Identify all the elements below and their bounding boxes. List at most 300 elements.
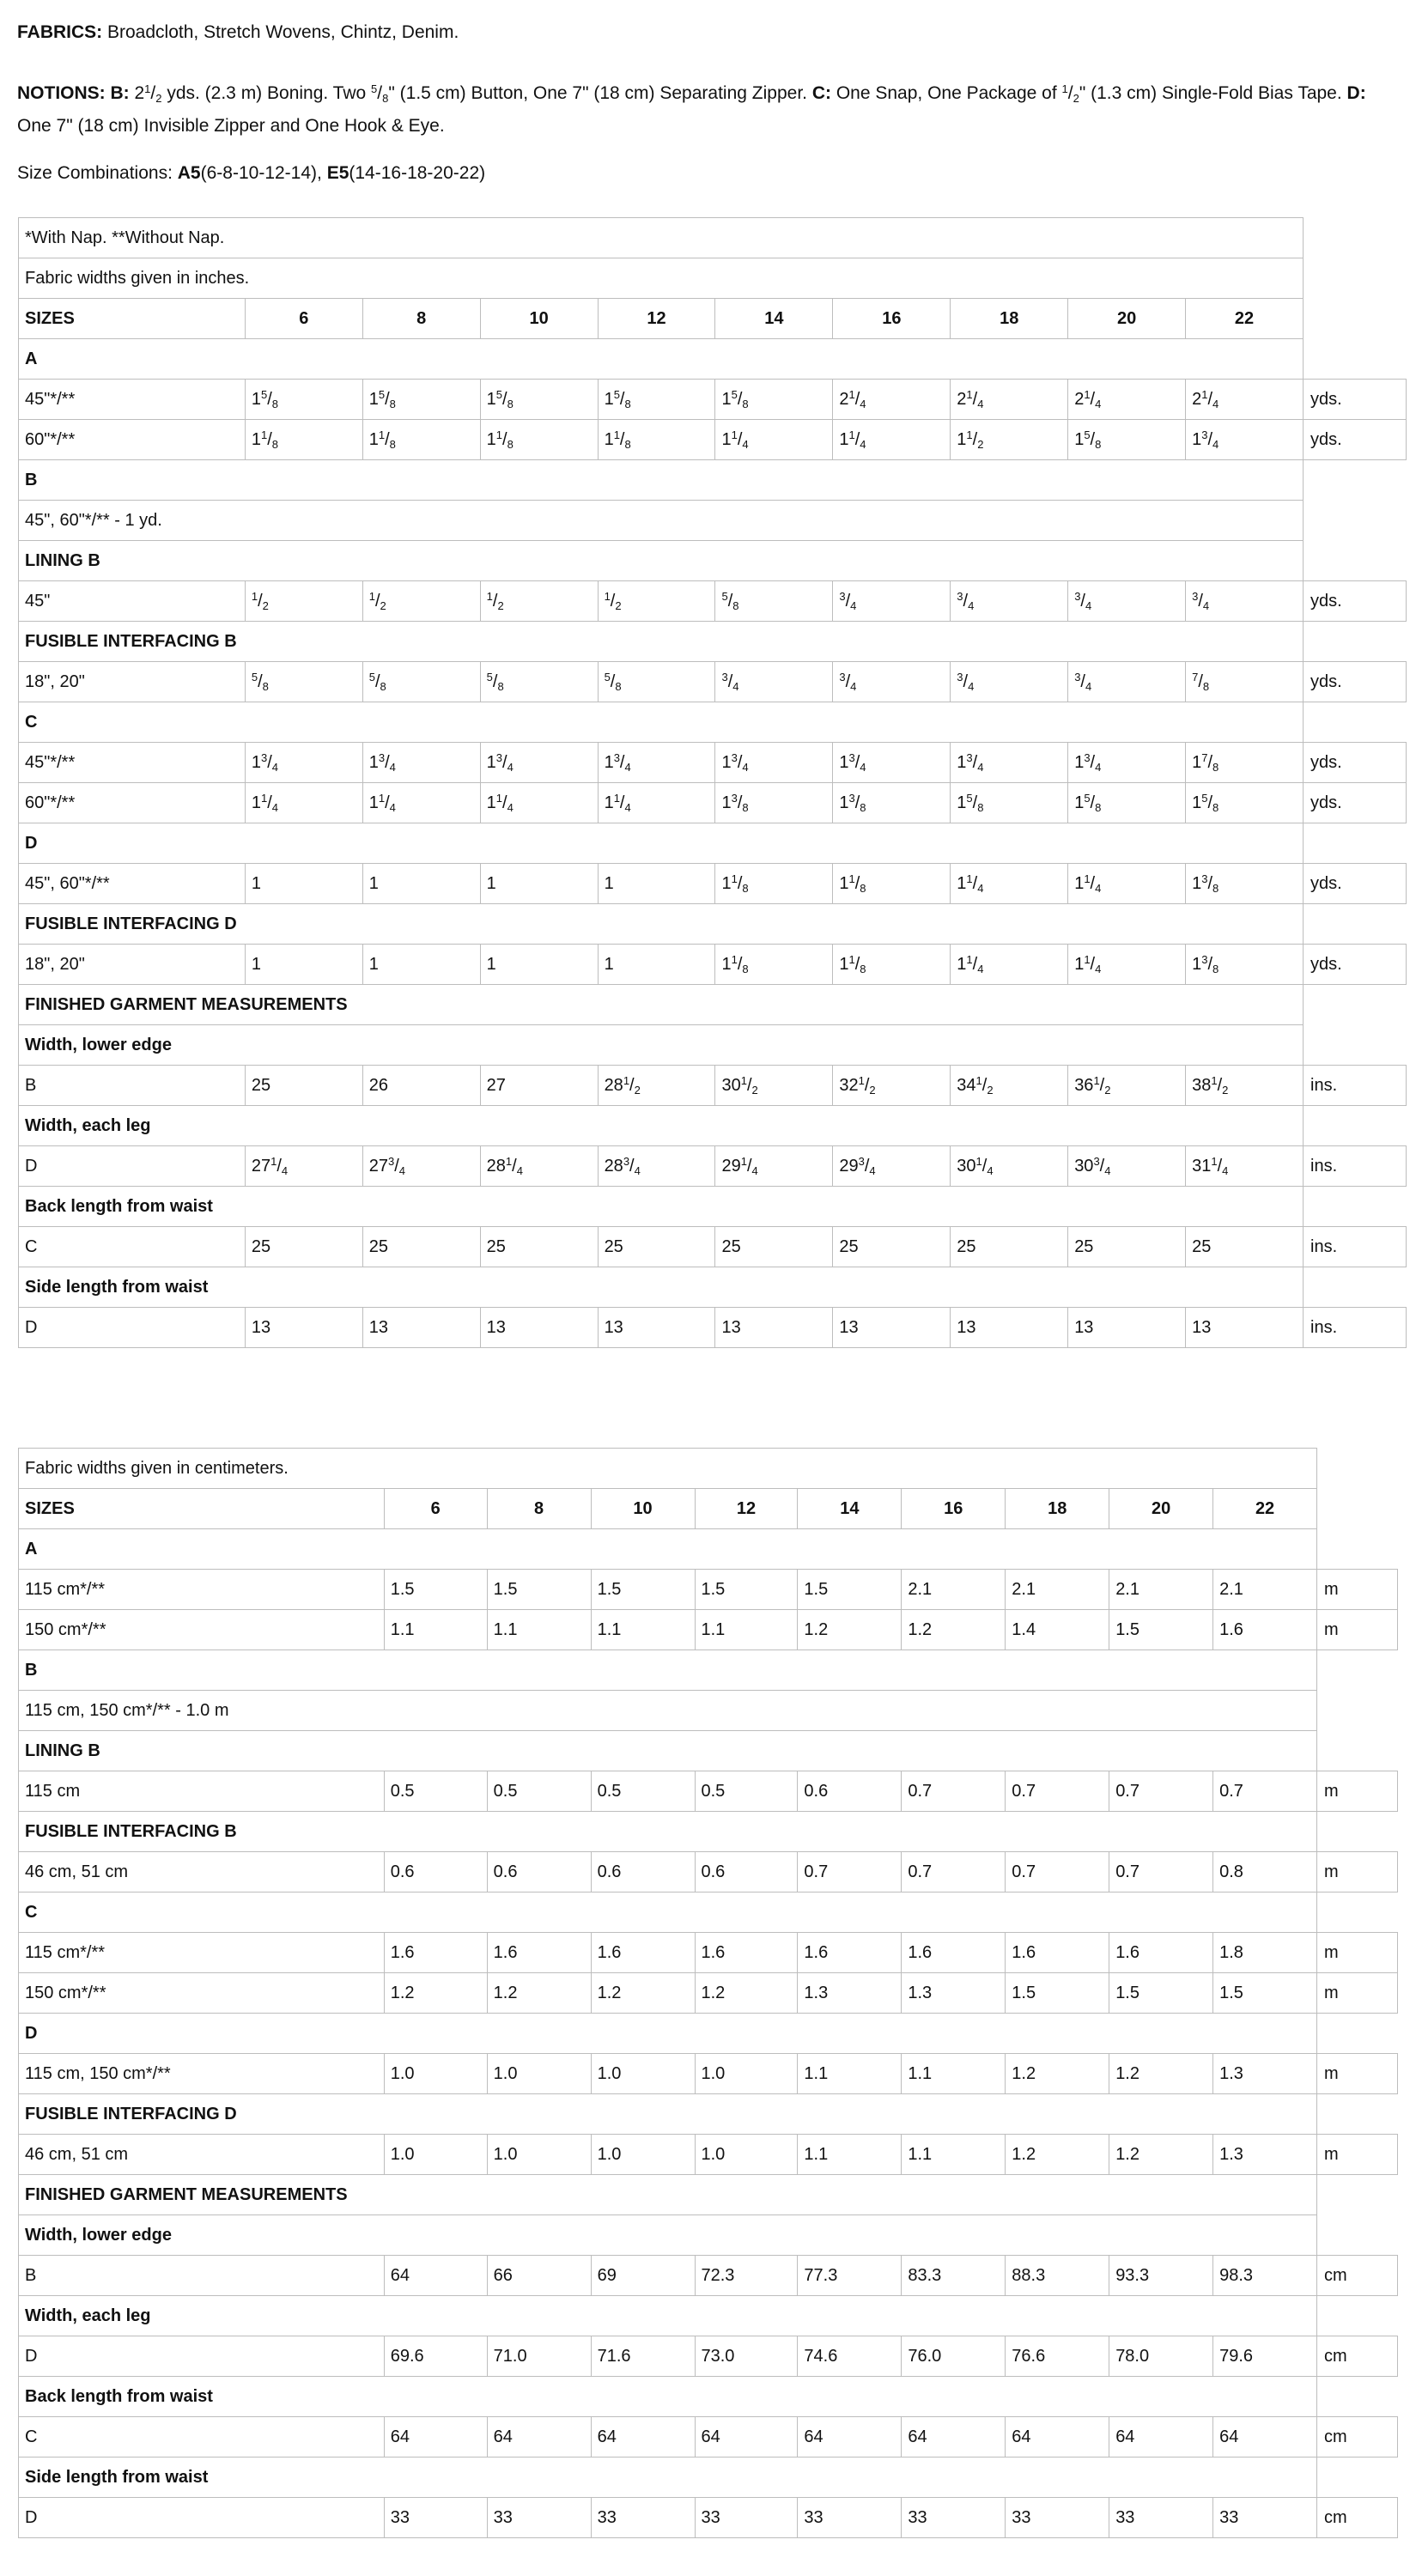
unit-cell: cm [1317, 2498, 1398, 2538]
value-cell: $1^1/_4$ [1068, 864, 1186, 904]
size-header-cell: 10 [480, 299, 598, 339]
value-cell: $1^3/_4$ [362, 743, 480, 783]
value-cell: $30^1/_2$ [715, 1066, 833, 1106]
value-cell: $1^1/_8$ [480, 420, 598, 460]
section-row [19, 2175, 1398, 2215]
section-row [19, 541, 1407, 581]
value-cell: 76.6 [1006, 2336, 1109, 2377]
value-cell: 98.3 [1213, 2256, 1317, 2296]
value-cell: 1.0 [695, 2054, 798, 2094]
value-cell: 1.2 [1109, 2135, 1213, 2175]
unit-cell: yds. [1304, 420, 1407, 460]
value-cell: $1^1/_4$ [362, 783, 480, 823]
table-row [19, 2417, 1398, 2458]
value-cell: 33 [1213, 2498, 1317, 2538]
section-row [19, 1529, 1398, 1570]
value-cell: 73.0 [695, 2336, 798, 2377]
value-cell: 13 [480, 1308, 598, 1348]
value-cell: $1^1/_8$ [715, 945, 833, 985]
value-cell: 13 [245, 1308, 362, 1348]
row-label: 150 cm*/** [19, 1610, 385, 1650]
value-cell: $^5/_8$ [245, 662, 362, 702]
note-row [19, 501, 1407, 541]
value-cell: $^3/_4$ [951, 662, 1068, 702]
value-cell: $29^3/_4$ [833, 1146, 951, 1187]
unit-cell: yds. [1304, 783, 1407, 823]
value-cell: 0.5 [487, 1771, 591, 1812]
value-cell: $1^1/_4$ [951, 945, 1068, 985]
table-row [19, 1227, 1407, 1267]
section-row [19, 823, 1407, 864]
value-cell: 1.0 [591, 2135, 695, 2175]
table-row [19, 1308, 1407, 1348]
unit-cell: m [1317, 1852, 1398, 1893]
value-cell: 27 [480, 1066, 598, 1106]
value-cell: 77.3 [798, 2256, 902, 2296]
table-row [19, 2498, 1398, 2538]
value-cell: 1.3 [1213, 2135, 1317, 2175]
section-heading: B [19, 1650, 1317, 1691]
row-label: 115 cm [19, 1771, 385, 1812]
row-label: 46 cm, 51 cm [19, 2135, 385, 2175]
value-cell: 64 [1006, 2417, 1109, 2458]
size-header-cell: 20 [1068, 299, 1186, 339]
value-cell: $2^1/_4$ [1186, 380, 1304, 420]
row-label: D [19, 1146, 246, 1187]
table-row [19, 420, 1407, 460]
value-cell: 71.0 [487, 2336, 591, 2377]
row-label: B [19, 1066, 246, 1106]
section-row [19, 1025, 1407, 1066]
value-cell: 64 [695, 2417, 798, 2458]
value-cell: 1.2 [1006, 2135, 1109, 2175]
section-row [19, 904, 1407, 945]
section-row [19, 1187, 1407, 1227]
value-cell: 1.6 [384, 1933, 487, 1973]
value-cell: $1^1/_8$ [833, 945, 951, 985]
size-header-cell: 12 [598, 299, 715, 339]
value-cell: 13 [715, 1308, 833, 1348]
section-heading: LINING B [19, 541, 1304, 581]
note-text: Fabric widths given in inches. [19, 258, 1304, 299]
unit-cell: m [1317, 2054, 1398, 2094]
value-cell: 1 [598, 864, 715, 904]
value-cell: 33 [695, 2498, 798, 2538]
section-row [19, 702, 1407, 743]
value-cell: 1.6 [1006, 1933, 1109, 1973]
value-cell: $2^1/_4$ [951, 380, 1068, 420]
value-cell: 25 [598, 1227, 715, 1267]
value-cell: $1^1/_8$ [833, 864, 951, 904]
value-cell: 74.6 [798, 2336, 902, 2377]
value-cell: 0.6 [695, 1852, 798, 1893]
value-cell: 26 [362, 1066, 480, 1106]
section-row [19, 622, 1407, 662]
value-cell: 83.3 [902, 2256, 1006, 2296]
value-cell: 2.1 [1213, 1570, 1317, 1610]
table-row [19, 1852, 1398, 1893]
value-cell: 1.5 [798, 1570, 902, 1610]
value-cell: $27^1/_4$ [245, 1146, 362, 1187]
section-heading: Back length from waist [19, 1187, 1304, 1227]
value-cell: $1^1/_4$ [1068, 945, 1186, 985]
note-text: Fabric widths given in centimeters. [19, 1449, 1317, 1489]
value-cell: $30^3/_4$ [1068, 1146, 1186, 1187]
value-cell: 0.5 [591, 1771, 695, 1812]
value-cell: 1.8 [1213, 1933, 1317, 1973]
value-cell: 2.1 [1109, 1570, 1213, 1610]
value-cell: $1^3/_8$ [1186, 945, 1304, 985]
table-row [19, 2256, 1398, 2296]
section-row [19, 1106, 1407, 1146]
value-cell: $1^1/_4$ [951, 864, 1068, 904]
row-label: D [19, 2336, 385, 2377]
unit-cell: ins. [1304, 1146, 1407, 1187]
value-cell: 1.6 [902, 1933, 1006, 1973]
value-cell: $^1/_2$ [245, 581, 362, 622]
unit-cell: m [1317, 1933, 1398, 1973]
row-label: 115 cm*/** [19, 1570, 385, 1610]
row-label: C [19, 1227, 246, 1267]
value-cell: 1.1 [695, 1610, 798, 1650]
value-cell: 33 [384, 2498, 487, 2538]
section-heading: FUSIBLE INTERFACING D [19, 2094, 1317, 2135]
value-cell: 64 [384, 2417, 487, 2458]
value-cell: 64 [1213, 2417, 1317, 2458]
unit-cell: yds. [1304, 945, 1407, 985]
value-cell: $1^3/_4$ [245, 743, 362, 783]
section-heading: D [19, 823, 1304, 864]
value-cell: 13 [951, 1308, 1068, 1348]
value-cell: 13 [598, 1308, 715, 1348]
value-cell: 0.7 [1006, 1852, 1109, 1893]
value-cell: $1^3/_8$ [715, 783, 833, 823]
size-header-cell: 20 [1109, 1489, 1213, 1529]
value-cell: $1^5/_8$ [951, 783, 1068, 823]
value-cell: 25 [1186, 1227, 1304, 1267]
value-cell: 1.2 [1109, 2054, 1213, 2094]
value-cell: 25 [362, 1227, 480, 1267]
value-cell: $1^3/_4$ [833, 743, 951, 783]
value-cell: 1 [598, 945, 715, 985]
table-row [19, 380, 1407, 420]
value-cell: $^5/_8$ [362, 662, 480, 702]
sizes-header-row [19, 299, 1407, 339]
section-row [19, 460, 1407, 501]
section-heading: LINING B [19, 1731, 1317, 1771]
value-cell: 1.0 [487, 2054, 591, 2094]
table-row [19, 1933, 1398, 1973]
row-label: D [19, 2498, 385, 2538]
value-cell: 76.0 [902, 2336, 1006, 2377]
value-cell: 0.6 [798, 1771, 902, 1812]
value-cell: $^3/_4$ [951, 581, 1068, 622]
unit-cell: cm [1317, 2256, 1398, 2296]
value-cell: $28^3/_4$ [598, 1146, 715, 1187]
value-cell: 2.1 [902, 1570, 1006, 1610]
row-label: 150 cm*/** [19, 1973, 385, 2014]
value-cell: 72.3 [695, 2256, 798, 2296]
value-cell: 33 [798, 2498, 902, 2538]
value-cell: 1.1 [902, 2135, 1006, 2175]
value-cell: $29^1/_4$ [715, 1146, 833, 1187]
value-cell: $1^1/_4$ [715, 420, 833, 460]
row-label: 45", 60"*/** [19, 864, 246, 904]
value-cell: 1.0 [384, 2054, 487, 2094]
note-row [19, 218, 1407, 258]
value-cell: 1.5 [1109, 1610, 1213, 1650]
value-cell: $1^1/_4$ [245, 783, 362, 823]
value-cell: 1 [362, 864, 480, 904]
value-cell: 13 [362, 1308, 480, 1348]
section-row [19, 1267, 1407, 1308]
value-cell: $^1/_2$ [598, 581, 715, 622]
value-cell: $1^3/_4$ [480, 743, 598, 783]
value-cell: 1 [480, 945, 598, 985]
value-cell: $27^3/_4$ [362, 1146, 480, 1187]
value-cell: 25 [715, 1227, 833, 1267]
value-cell: $^3/_4$ [1068, 662, 1186, 702]
value-cell: $1^3/_4$ [1068, 743, 1186, 783]
value-cell: 13 [1186, 1308, 1304, 1348]
section-row [19, 2014, 1398, 2054]
section-row [19, 2094, 1398, 2135]
value-cell: $1^1/_4$ [598, 783, 715, 823]
section-heading: Width, lower edge [19, 2215, 1317, 2256]
row-label: 60"*/** [19, 783, 246, 823]
value-cell: 1.6 [695, 1933, 798, 1973]
value-cell: 64 [591, 2417, 695, 2458]
note-row [19, 1691, 1398, 1731]
section-heading: C [19, 702, 1304, 743]
value-cell: $^1/_2$ [362, 581, 480, 622]
value-cell: 1.6 [591, 1933, 695, 1973]
section-row [19, 2458, 1398, 2498]
value-cell: 88.3 [1006, 2256, 1109, 2296]
size-header-cell: 14 [715, 299, 833, 339]
value-cell: 0.7 [1109, 1771, 1213, 1812]
value-cell: 1.1 [591, 1610, 695, 1650]
value-cell: $1^3/_4$ [1186, 420, 1304, 460]
table-row [19, 2135, 1398, 2175]
value-cell: 0.6 [591, 1852, 695, 1893]
value-cell: 33 [487, 2498, 591, 2538]
section-row [19, 1731, 1398, 1771]
row-label: 18", 20" [19, 945, 246, 985]
section-heading: FINISHED GARMENT MEASUREMENTS [19, 2175, 1317, 2215]
size-header-cell: 18 [951, 299, 1068, 339]
table-row [19, 1066, 1407, 1106]
value-cell: $1^3/_4$ [951, 743, 1068, 783]
value-cell: $1^3/_4$ [715, 743, 833, 783]
size-header-cell: 12 [695, 1489, 798, 1529]
value-cell: $1^3/_8$ [1186, 864, 1304, 904]
value-cell: $1^5/_8$ [362, 380, 480, 420]
unit-cell: ins. [1304, 1066, 1407, 1106]
value-cell: $1^5/_8$ [480, 380, 598, 420]
value-cell: 25 [951, 1227, 1068, 1267]
value-cell: $32^1/_2$ [833, 1066, 951, 1106]
size-header-cell: 16 [833, 299, 951, 339]
section-heading: FUSIBLE INTERFACING D [19, 904, 1304, 945]
value-cell: $1^1/_4$ [480, 783, 598, 823]
value-cell: $1^5/_8$ [598, 380, 715, 420]
row-label: 115 cm*/** [19, 1933, 385, 1973]
unit-cell: yds. [1304, 662, 1407, 702]
value-cell: 1.2 [1006, 2054, 1109, 2094]
unit-cell: yds. [1304, 864, 1407, 904]
fabrics-line: FABRICS: Broadcloth, Stretch Wovens, Chintz, Denim. [17, 22, 459, 42]
yardage-table-centimeters [18, 1448, 1398, 2538]
value-cell: 0.7 [798, 1852, 902, 1893]
value-cell: 1.3 [902, 1973, 1006, 2014]
value-cell: $38^1/_2$ [1186, 1066, 1304, 1106]
value-cell: 1.2 [487, 1973, 591, 2014]
unit-cell: m [1317, 1570, 1398, 1610]
value-cell: $34^1/_2$ [951, 1066, 1068, 1106]
value-cell: 1.6 [1213, 1610, 1317, 1650]
section-heading: Back length from waist [19, 2377, 1317, 2417]
value-cell: 1.6 [487, 1933, 591, 1973]
row-label: 45"*/** [19, 743, 246, 783]
unit-cell: m [1317, 1973, 1398, 2014]
value-cell: $^3/_4$ [1186, 581, 1304, 622]
value-cell: 33 [591, 2498, 695, 2538]
value-cell: 64 [902, 2417, 1006, 2458]
size-header-cell: 14 [798, 1489, 902, 1529]
section-heading: Side length from waist [19, 1267, 1304, 1308]
value-cell: $1^7/_8$ [1186, 743, 1304, 783]
row-label: C [19, 2417, 385, 2458]
section-row [19, 1893, 1398, 1933]
value-cell: 1.0 [487, 2135, 591, 2175]
table-row [19, 1146, 1407, 1187]
table-row [19, 945, 1407, 985]
value-cell: 1 [245, 864, 362, 904]
value-cell: 1 [362, 945, 480, 985]
unit-cell: m [1317, 1771, 1398, 1812]
value-cell: $1^5/_8$ [1068, 420, 1186, 460]
size-header-cell: 18 [1006, 1489, 1109, 1529]
table-row [19, 1973, 1398, 2014]
value-cell: 13 [1068, 1308, 1186, 1348]
table-row [19, 783, 1407, 823]
value-cell: 1.1 [902, 2054, 1006, 2094]
value-cell: 1.2 [591, 1973, 695, 2014]
value-cell: 79.6 [1213, 2336, 1317, 2377]
value-cell: $1^3/_4$ [598, 743, 715, 783]
value-cell: $^5/_8$ [480, 662, 598, 702]
value-cell: $1^5/_8$ [1068, 783, 1186, 823]
value-cell: 64 [384, 2256, 487, 2296]
value-cell: $31^1/_4$ [1186, 1146, 1304, 1187]
value-cell: 1.5 [1006, 1973, 1109, 2014]
value-cell: 25 [245, 1066, 362, 1106]
value-cell: 33 [1006, 2498, 1109, 2538]
value-cell: 25 [245, 1227, 362, 1267]
value-cell: $^5/_8$ [715, 581, 833, 622]
value-cell: $30^1/_4$ [951, 1146, 1068, 1187]
section-row [19, 1812, 1398, 1852]
size-header-cell: 6 [384, 1489, 487, 1529]
section-row [19, 2296, 1398, 2336]
section-heading: Width, each leg [19, 1106, 1304, 1146]
value-cell: 1.2 [902, 1610, 1006, 1650]
section-heading: Side length from waist [19, 2458, 1317, 2498]
unit-cell: yds. [1304, 581, 1407, 622]
unit-cell: yds. [1304, 743, 1407, 783]
value-cell: $^3/_4$ [833, 662, 951, 702]
value-cell: $2^1/_4$ [833, 380, 951, 420]
notions-paragraph: NOTIONS: B: $2^1/_2$ yds. (2.3 m) Boning. Two $^5/_8$" (1.5 cm) Button, One 7" (18 cm) Separating Zipper. C: One Snap, One Package of $^1/_2$" (1.3 cm) Single-Fold Bias Tape. D: One 7" (18 cm) Invisible Zipper and One Hook & Eye. [17, 82, 1366, 136]
value-cell: 1.5 [384, 1570, 487, 1610]
value-cell: 1.1 [798, 2054, 902, 2094]
value-cell: 0.7 [1109, 1852, 1213, 1893]
row-label: D [19, 1308, 246, 1348]
value-cell: 1.6 [1109, 1933, 1213, 1973]
row-label: B [19, 2256, 385, 2296]
row-label: 60"*/** [19, 420, 246, 460]
value-cell: $28^1/_4$ [480, 1146, 598, 1187]
value-cell: 66 [487, 2256, 591, 2296]
value-cell: 1.5 [1109, 1973, 1213, 2014]
value-cell: $1^1/_8$ [362, 420, 480, 460]
value-cell: 0.7 [1006, 1771, 1109, 1812]
value-cell: 1.2 [384, 1973, 487, 2014]
value-cell: 93.3 [1109, 2256, 1213, 2296]
size-header-cell: 22 [1186, 299, 1304, 339]
value-cell: 1.0 [591, 2054, 695, 2094]
section-row [19, 339, 1407, 380]
value-cell: 1.3 [798, 1973, 902, 2014]
row-label: 46 cm, 51 cm [19, 1852, 385, 1893]
value-cell: $1^3/_8$ [833, 783, 951, 823]
unit-cell: yds. [1304, 380, 1407, 420]
section-row [19, 2377, 1398, 2417]
value-cell: 0.7 [1213, 1771, 1317, 1812]
value-cell: 25 [833, 1227, 951, 1267]
value-cell: $1^5/_8$ [715, 380, 833, 420]
table-row [19, 1771, 1398, 1812]
value-cell: 78.0 [1109, 2336, 1213, 2377]
value-cell: 1.2 [798, 1610, 902, 1650]
section-heading: FUSIBLE INTERFACING B [19, 622, 1304, 662]
value-cell: 1.1 [384, 1610, 487, 1650]
table-row [19, 581, 1407, 622]
value-cell: 25 [1068, 1227, 1186, 1267]
value-cell: 69 [591, 2256, 695, 2296]
size-combinations-line: Size Combinations: A5(6-8-10-12-14), E5(14-16-18-20-22) [17, 163, 486, 183]
table-row [19, 1570, 1398, 1610]
value-cell: 1.5 [487, 1570, 591, 1610]
table-row [19, 662, 1407, 702]
value-cell: $1^1/_4$ [833, 420, 951, 460]
section-heading: D [19, 2014, 1317, 2054]
section-row [19, 985, 1407, 1025]
row-label: 18", 20" [19, 662, 246, 702]
section-heading: A [19, 339, 1304, 380]
value-cell: 1.5 [1213, 1973, 1317, 2014]
value-cell: 1.1 [798, 2135, 902, 2175]
unit-cell: cm [1317, 2417, 1398, 2458]
sizes-label: SIZES [19, 1489, 385, 1529]
sizes-label: SIZES [19, 299, 246, 339]
table-row [19, 2336, 1398, 2377]
value-cell: 69.6 [384, 2336, 487, 2377]
row-label: 45"*/** [19, 380, 246, 420]
table-row [19, 1610, 1398, 1650]
section-heading: C [19, 1893, 1317, 1933]
